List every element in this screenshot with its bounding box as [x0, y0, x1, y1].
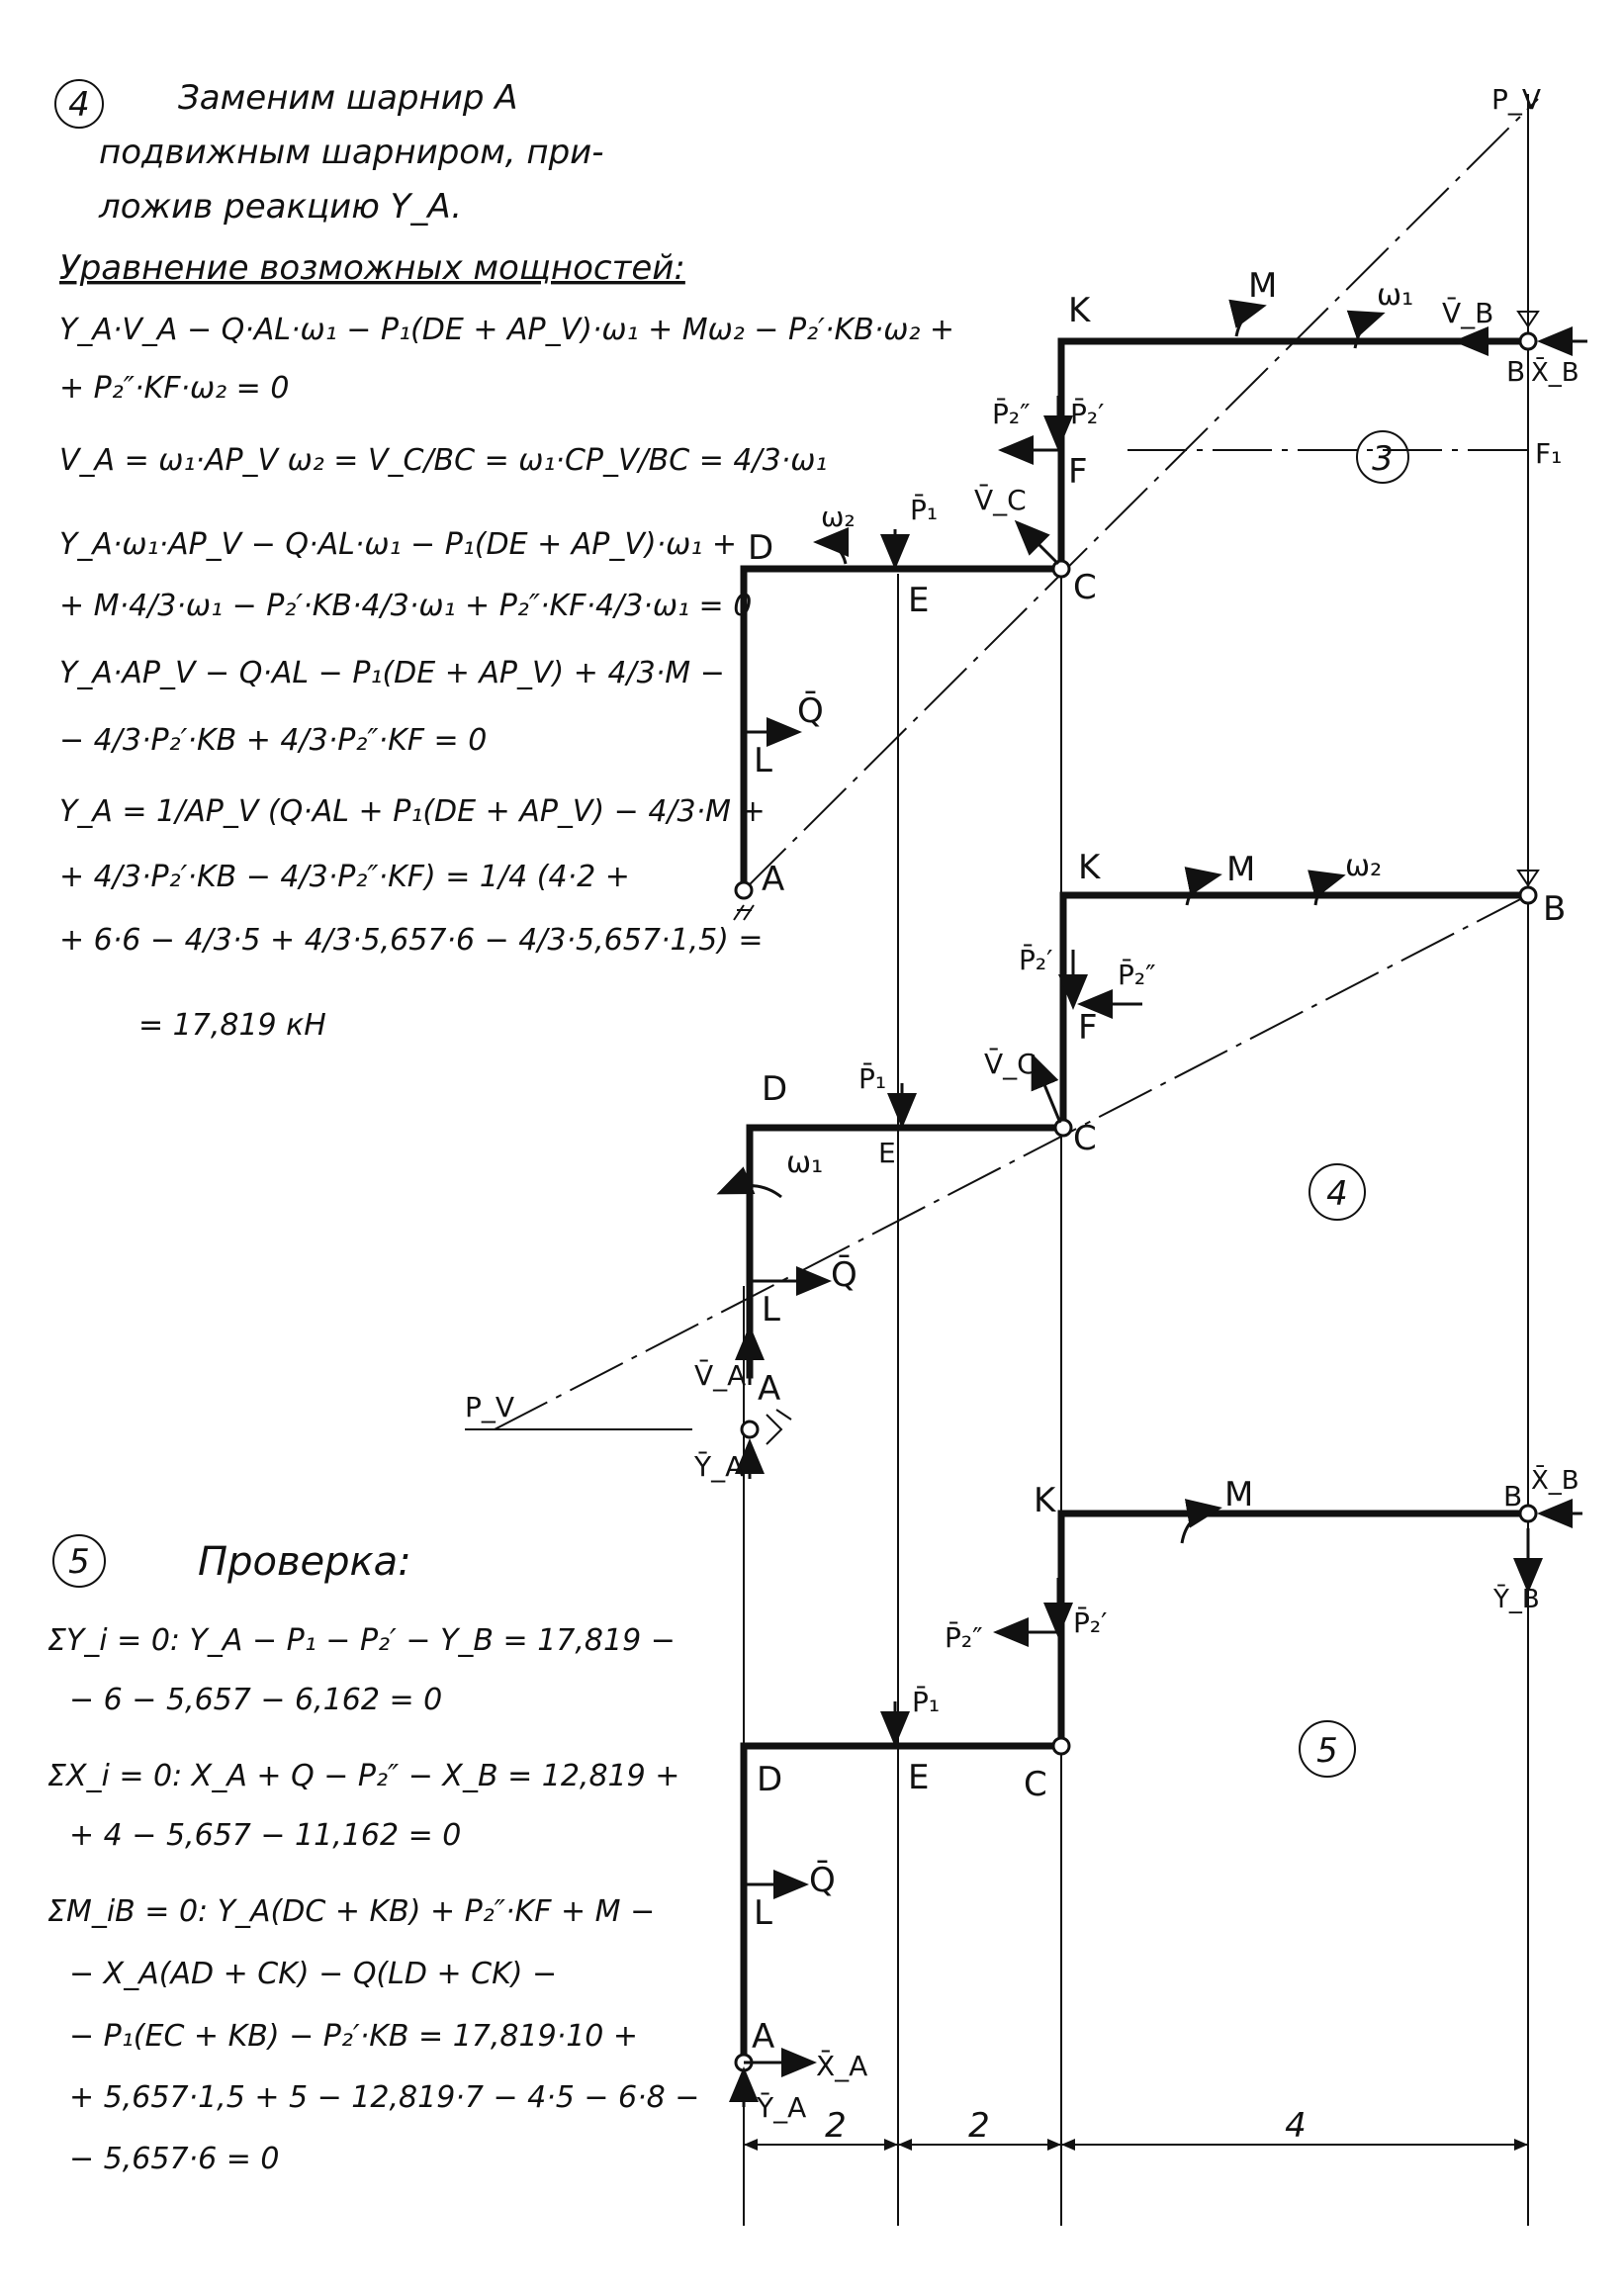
intro-line-3: ложив реакцию Y_A. — [99, 187, 463, 227]
equation-line-2: + P₂″·KF·ω₂ = 0 — [59, 371, 290, 406]
equation-line-4: Y_A·ω₁·AP_V − Q·AL·ω₁ − P₁(DE + AP_V)·ω₁ + — [59, 527, 737, 562]
fig3-label-p2-prime: P̄₂′ — [1070, 398, 1105, 430]
equation-result: = 17,819 кН — [138, 1008, 326, 1043]
fig4-label-omega1: ω₁ — [786, 1146, 824, 1180]
fig3-hinge-a — [736, 882, 752, 898]
fig3-instant-center-line — [744, 99, 1538, 890]
fig3-hinge-b — [1520, 333, 1536, 349]
guide-lines — [744, 99, 1528, 2226]
fig3-omega2-arrow — [819, 542, 846, 564]
fig4-vc-arrow — [1034, 1058, 1060, 1123]
fig3-label-c: C — [1073, 568, 1097, 607]
fig5-label-p2-prime: P̄₂′ — [1073, 1606, 1108, 1639]
fig3-label-f1: F₁ — [1535, 437, 1563, 470]
fig3-label-q: Q̄ — [797, 691, 824, 731]
figure-5 — [736, 1464, 1582, 2151]
fig5-hinge-c — [1053, 1738, 1069, 1754]
dimension-label-ec: 2 — [968, 2106, 990, 2146]
fig3-label-l: L — [754, 741, 772, 780]
fig3-label-k: K — [1068, 291, 1091, 330]
fig5-label-m: M — [1224, 1475, 1254, 1514]
fig5-label-e: E — [908, 1758, 930, 1797]
fig3-label-d: D — [748, 528, 774, 568]
fig5-label-xa: X̄_A — [816, 2050, 868, 2082]
intro-line-2: подвижным шарниром, при- — [99, 133, 604, 172]
fig4-label-d: D — [762, 1069, 788, 1109]
figure-3 — [734, 83, 1587, 920]
fig4-label-l: L — [762, 1290, 780, 1330]
fig3-label-pv: P_V — [1491, 83, 1542, 116]
fig5-label-q: Q̄ — [809, 1861, 836, 1900]
fig4-omega2-arrow — [1315, 876, 1340, 905]
fig4-label-c: C — [1073, 1119, 1097, 1158]
fig3-number: 3 — [1372, 439, 1394, 479]
fig5-label-p2-doubleprime: P̄₂″ — [945, 1621, 983, 1654]
fig4-label-ya: Ȳ_A — [694, 1450, 745, 1483]
equation-line-6: Y_A·AP_V − Q·AL − P₁(DE + AP_V) + 4/3·M − — [59, 656, 725, 690]
fig3-vc-arrow — [1019, 524, 1058, 564]
fig5-frame — [744, 1513, 1528, 2053]
section-4-text — [55, 78, 954, 1043]
fig3-moment-m-arrow — [1236, 307, 1261, 336]
check-line-8: + 5,657·1,5 + 5 − 12,819·7 − 4·5 − 6·8 − — [69, 2080, 700, 2115]
check-heading: Проверка: — [198, 1539, 411, 1585]
fig5-label-yb: Ȳ_B — [1493, 1585, 1540, 1614]
fig4-hinge-a — [742, 1422, 758, 1437]
check-line-2: − 6 − 5,657 − 6,162 = 0 — [69, 1683, 443, 1717]
fig3-label-omega2: ω₂ — [821, 501, 856, 533]
fig5-number: 5 — [1316, 1731, 1338, 1771]
dimension-label-kb: 4 — [1285, 2106, 1307, 2146]
dimension-label-ad: 2 — [825, 2106, 847, 2146]
fig3-frame — [744, 341, 1528, 890]
fig4-label-e: E — [878, 1137, 896, 1169]
fig5-label-ya: Ȳ_A — [757, 2091, 807, 2124]
fig4-label-va: V̄_A — [694, 1359, 747, 1392]
equation-line-1: Y_A·V_A − Q·AL·ω₁ − P₁(DE + AP_V)·ω₁ + Mω₂ − P₂′·KB·ω₂ + — [59, 313, 955, 347]
check-line-5: ΣM_iB = 0: Y_A(DC + KB) + P₂″·KF + M − — [47, 1894, 656, 1929]
fig3-label-b: B — [1506, 355, 1526, 388]
fig4-label-pv: P_V — [465, 1391, 515, 1423]
fig4-label-f: F — [1078, 1008, 1098, 1048]
equation-line-10: + 6·6 − 4/3·5 + 4/3·5,657·6 − 4/3·5,657·1,5) = — [59, 923, 764, 958]
fig4-number: 4 — [1326, 1174, 1348, 1214]
fig4-instant-center-line — [495, 895, 1528, 1429]
fig5-label-p1: P̄₁ — [912, 1686, 941, 1718]
fig5-label-c: C — [1024, 1765, 1047, 1804]
fig4-label-b: B — [1543, 889, 1567, 929]
equation-line-7: − 4/3·P₂′·KB + 4/3·P₂″·KF = 0 — [59, 723, 488, 758]
fig4-hinge-b — [1520, 887, 1536, 903]
power-equation-heading: Уравнение возможных мощностей: — [59, 248, 685, 288]
fig3-label-f: F — [1068, 452, 1088, 492]
fig3-label-vb: V̄_B — [1442, 297, 1494, 329]
check-line-3: ΣX_i = 0: X_A + Q − P₂″ − X_B = 12,819 + — [47, 1759, 680, 1793]
fig3-label-p2-doubleprime: P̄₂″ — [992, 398, 1031, 430]
section-5-text — [47, 1535, 699, 2176]
fig4-moment-m-arrow — [1187, 875, 1217, 905]
fig5-label-xb: X̄_B — [1531, 1466, 1579, 1496]
check-line-9: − 5,657·6 = 0 — [69, 2142, 280, 2176]
fig3-label-a: A — [762, 860, 785, 899]
fig4-label-k: K — [1078, 848, 1101, 887]
fig5-label-a: A — [752, 2017, 775, 2057]
fig3-label-xb: X̄_B — [1531, 358, 1579, 388]
fig4-label-p2-doubleprime: P̄₂″ — [1118, 959, 1156, 991]
fig3-label-vc: V̄_C — [974, 484, 1027, 516]
fig4-label-p2-prime: P̄₂′ — [1019, 944, 1053, 976]
equation-line-8: Y_A = 1/AP_V (Q·AL + P₁(DE + AP_V) − 4/3·M + — [59, 794, 766, 829]
check-line-6: − X_A(AD + CK) − Q(LD + CK) − — [69, 1957, 558, 1991]
fig4-label-m: M — [1226, 850, 1256, 889]
fig5-label-l: L — [754, 1893, 772, 1933]
intro-line-1: Заменим шарнир A — [178, 78, 518, 118]
fig3-support-a-icon — [734, 905, 754, 920]
fig3-label-m: M — [1248, 266, 1278, 306]
fig5-label-d: D — [757, 1760, 783, 1799]
fig3-label-e: E — [908, 581, 930, 620]
fig4-support-a-icon — [767, 1410, 791, 1444]
equation-line-9: + 4/3·P₂′·KB − 4/3·P₂″·KF) = 1/4 (4·2 + — [59, 860, 630, 894]
fig5-hinge-b — [1520, 1506, 1536, 1521]
check-line-4: + 4 − 5,657 − 11,162 = 0 — [69, 1818, 462, 1853]
fig4-hinge-c — [1055, 1120, 1071, 1136]
equation-line-5: + M·4/3·ω₁ − P₂′·KB·4/3·ω₁ + P₂″·KF·4/3·ω₁ = 0 — [59, 589, 753, 623]
fig5-label-b: B — [1503, 1480, 1523, 1513]
fig4-label-p1: P̄₁ — [858, 1062, 887, 1095]
section-4-marker: 4 — [68, 85, 90, 125]
fig3-label-p1: P̄₁ — [910, 494, 939, 526]
fig4-label-omega2: ω₂ — [1345, 849, 1383, 883]
check-line-1: ΣY_i = 0: Y_A − P₁ − P₂′ − Y_B = 17,819 − — [47, 1623, 676, 1658]
check-line-7: − P₁(EC + KB) − P₂′·KB = 17,819·10 + — [69, 2019, 639, 2054]
fig5-label-k: K — [1034, 1481, 1056, 1520]
equation-line-3: V_A = ω₁·AP_V ω₂ = V_C/BC = ω₁·CP_V/BC = 4/3·ω₁ — [59, 443, 828, 478]
section-5-marker: 5 — [68, 1542, 90, 1582]
fig4-label-q: Q̄ — [831, 1255, 857, 1295]
fig4-label-a: A — [758, 1369, 781, 1409]
fig3-label-omega1: ω₁ — [1377, 278, 1414, 313]
fig4-label-vc: V̄_C — [984, 1048, 1037, 1080]
